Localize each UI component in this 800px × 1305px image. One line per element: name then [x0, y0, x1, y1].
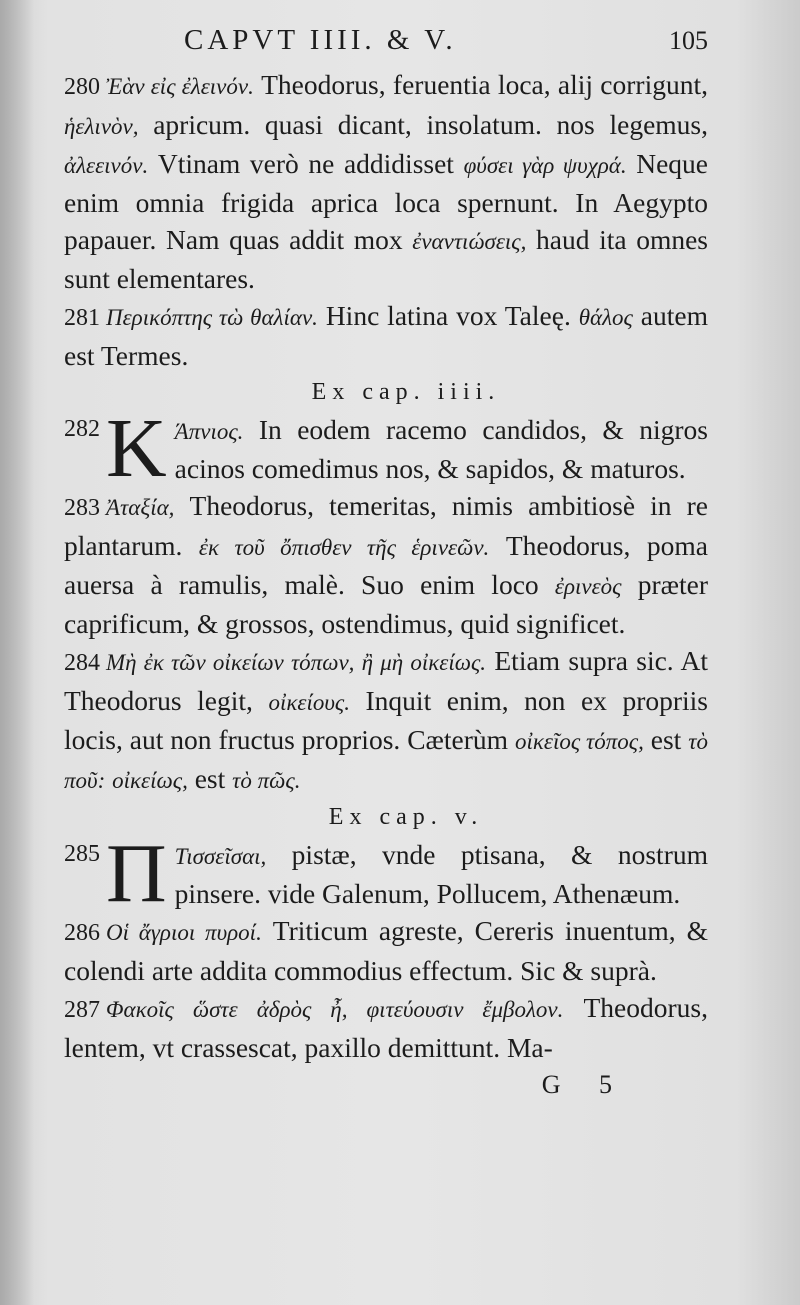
note-287: 287 Φακοῖς ὥστε ἀδρὸς ἦ, φιτεύουσιν ἔμβολον. Theodorus, lentem, vt crassescat, paxillo demittunt. Ma-: [64, 992, 708, 1063]
running-head: [64, 22, 708, 66]
note-283: 283 Ἀταξία, Theodorus, temeritas, nimis ambitiosè in re plantarum. ἐκ τοῦ ὄπισθεν τῆς ἑρινεῶν. Theodorus, poma auersa à ramulis, malè. Suo enim loco ἐρινεὸς præter caprificum, & grossos, ostendimus, quid significet.: [64, 490, 708, 639]
body-text: [64, 66, 708, 1103]
note-284: 284 Μὴ ἐκ τῶν οἰκείων τόπων, ἢ μὴ οἰκείως. Etiam supra sic. At Theodorus legit, οἰκείους. Inquit enim, non ex propriis locis, aut non fructus proprios. Cæterùm οἰκεῖος τόπος, est τὸ ποῦ: οἰκείως, est τὸ πῶς.: [64, 645, 708, 794]
note-286: 286 Οἱ ἄγριοι πυροί. Triticum agreste, Cereris inuentum, & colendi arte addita commodius effectum. Sic & suprà.: [64, 915, 709, 986]
chapter-heading: CAPVT IIII. & V.: [184, 24, 457, 56]
drop-cap: K: [106, 402, 167, 495]
section-heading: Ex cap. iiii.: [311, 379, 501, 405]
page-number: 105: [669, 26, 708, 55]
drop-cap: Π: [106, 827, 167, 920]
note-280: 280 Ἐὰν εἰς ἐλεινόν. Theodorus, feruentia loca, alij corrigunt, ἡελινὸν, apricum. quasi dicant, insolatum. nos legemus, ἀλεεινόν. Vtinam verò ne addidisset φύσει γὰρ ψυχρά. Neque enim omnia frigida aprica loca spernunt. In Aegypto papauer. Nam quas addit mox ἐναντιώσεις, haud ita omnes sunt elementares.: [64, 69, 708, 294]
note-281: 281 Περικόπτης τὼ θαλίαν. Hinc latina vox Taleę. θάλος autem est Termes.: [64, 300, 708, 371]
gutter-shadow: [0, 0, 34, 1305]
section-heading: Ex cap. v.: [328, 804, 484, 830]
note-282: 282 K Άπνιος. In eodem racemo candidos, & nigros acinos comedimus nos, & sapidos, & maturos.: [64, 402, 708, 495]
note-285: 285 Π Τισσεῖσαι, pistæ, vnde ptisana, & nostrum pinsere. vide Galenum, Pollucem, Athenæum.: [64, 827, 708, 920]
signature-mark: G 5: [541, 1070, 628, 1099]
